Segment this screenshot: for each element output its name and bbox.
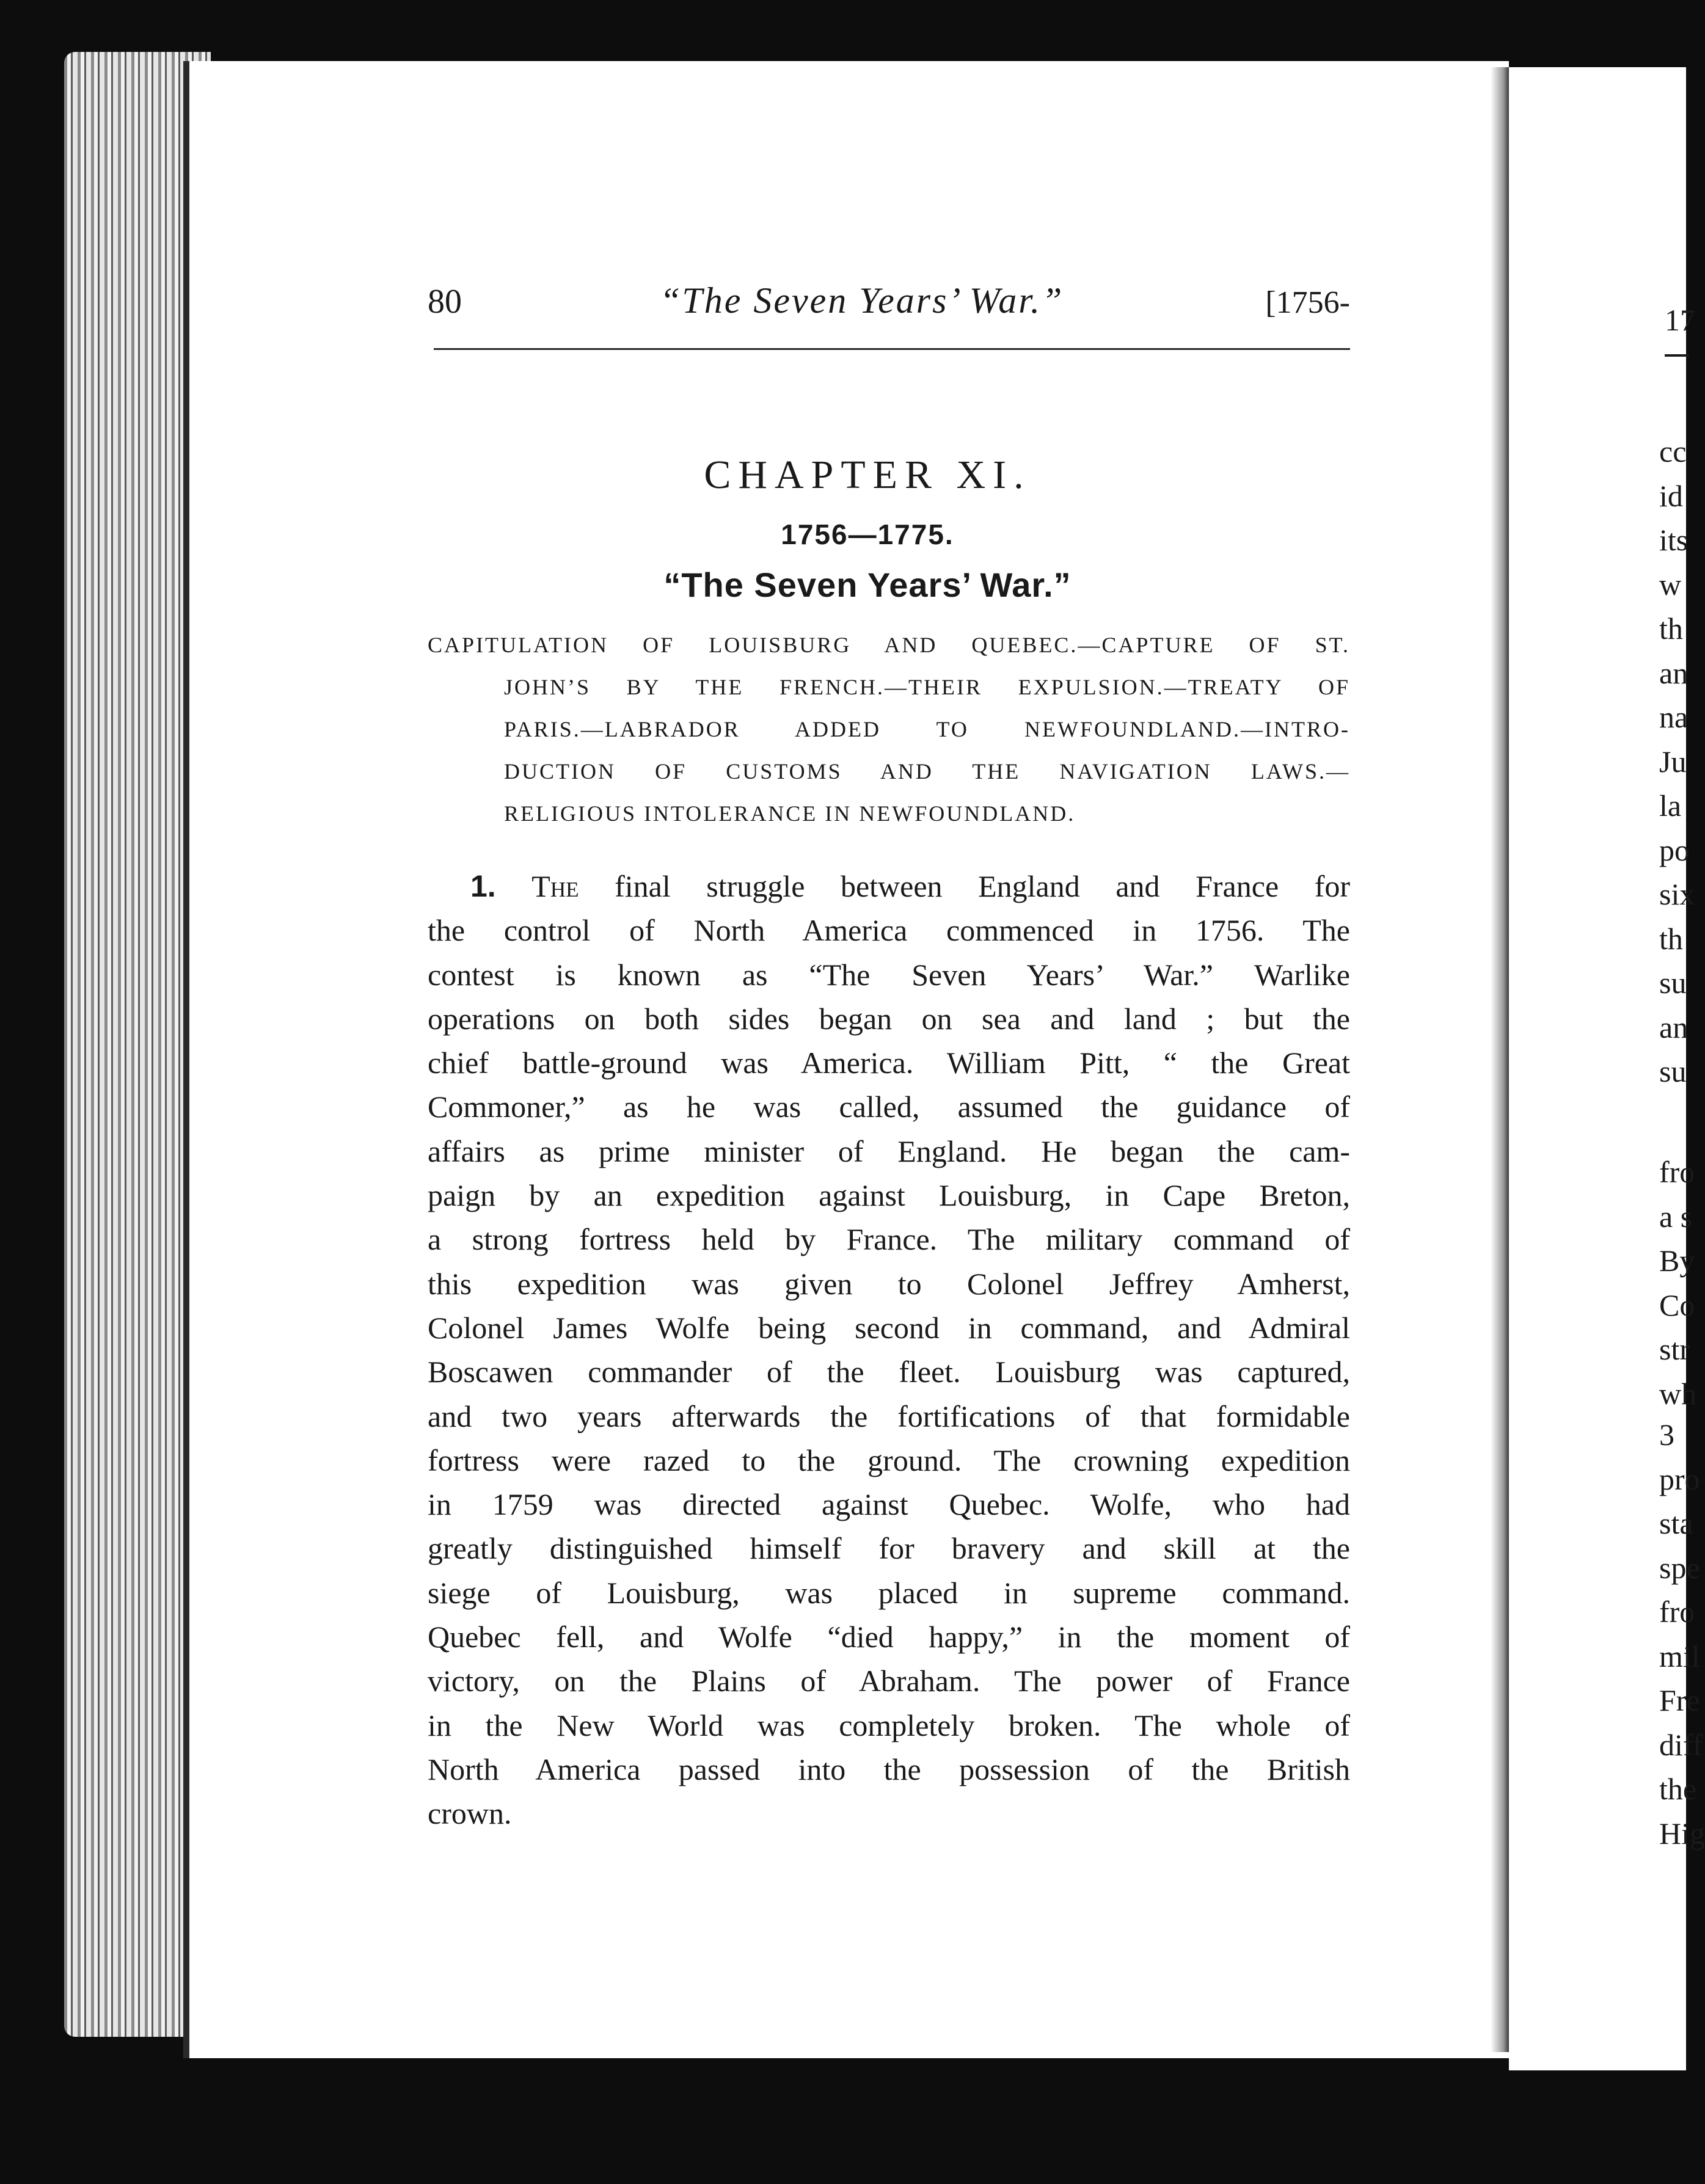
facing-page-line: id [1659,478,1683,513]
facing-page-line: th [1659,921,1683,956]
summary-line: CAPITULATION OF LOUISBURG AND QUEBEC.—CAPTURE OF ST. [428,633,1350,657]
paragraph-line: victory, on the Plains of Abraham. The power of France [428,1664,1350,1698]
facing-page-line: Ju [1659,744,1687,779]
paragraph-line: Quebec fell, and Wolfe “died happy,” in the moment of [428,1620,1350,1654]
facing-page-line: the [1659,1772,1697,1806]
facing-page-line: Hig [1659,1816,1705,1851]
paragraph-number: 1. [470,869,496,903]
paragraph-line: paign by an expedition against Louisburg, in Cape Breton, [428,1178,1350,1213]
paragraph-line: the control of North America commenced in 1756. The [428,913,1350,948]
paragraph-line: chief battle-ground was America. William Pitt, “ the Great [428,1046,1350,1080]
chapter-years: 1756—1775. [781,519,954,550]
facing-page-line: wh [1659,1376,1697,1411]
paragraph-line: in 1759 was directed against Quebec. Wolfe, who had [428,1487,1350,1522]
facing-page-line: an [1659,655,1689,690]
paragraph-line: final struggle between England and France for [615,869,1351,903]
page-number: 80 [428,283,462,321]
paragraph-line: contest is known as “The Seven Years’ War.” Warlike [428,957,1350,992]
facing-page-line: spe [1659,1550,1700,1585]
facing-page-line: 3 [1659,1418,1674,1452]
paragraph-line: greatly distinguished himself for bravery and skill at the [428,1531,1350,1566]
paragraph-line: crown. [428,1796,512,1831]
facing-page-line: sta [1659,1506,1693,1540]
running-title: “The Seven Years’ War.” [660,280,1064,321]
facing-page-line: cc [1659,434,1687,468]
facing-page-line: its [1659,523,1689,557]
paragraph-line: affairs as prime minister of England. He began the cam- [428,1134,1350,1168]
paragraph-line: Commoner,” as he was called, assumed the guidance of [428,1090,1350,1124]
body-paragraph [428,864,1350,1836]
facing-page-line: fro [1659,1155,1695,1189]
chapter-title: “The Seven Years’ War.” [663,566,1072,604]
paragraph-line: this expedition was given to Colonel Jeffrey Amherst, [428,1266,1350,1301]
facing-page-line: la [1659,788,1682,823]
paragraph-first-line [428,864,1350,908]
chapter-summary [428,632,1350,843]
paragraph-line: Boscawen commander of the fleet. Louisburg was captured, [428,1355,1350,1389]
facing-page-line: By [1659,1243,1695,1278]
summary-line: RELIGIOUS INTOLERANCE IN NEWFOUNDLAND. [504,801,1076,826]
paragraph-line: operations on both sides began on sea and land ; but the [428,1001,1350,1036]
summary-line: PARIS.—LABRADOR ADDED TO NEWFOUNDLAND.—INTRO- [504,717,1350,741]
facing-page-line: su [1659,966,1687,1000]
book-gutter [1491,67,1509,2052]
paragraph-first-word: The [531,869,579,903]
facing-page-line: po [1659,832,1690,867]
facing-page-line: str [1659,1332,1690,1366]
facing-page-line: su [1659,1054,1687,1088]
chapter-label: CHAPTER XI. [704,453,1031,497]
facing-page-line: w [1659,567,1682,602]
running-head [428,282,1350,325]
facing-page-line: pro [1659,1461,1700,1496]
facing-page-line: mil [1659,1639,1700,1673]
facing-page-line: a s [1659,1199,1693,1234]
paragraph-line: siege of Louisburg, was placed in supreme command. [428,1575,1350,1610]
paragraph-line: Colonel James Wolfe being second in command, and Admiral [428,1310,1350,1345]
facing-page-line: na [1659,700,1689,734]
facing-page-line: diff [1659,1727,1703,1762]
summary-line: DUCTION OF CUSTOMS AND THE NAVIGATION LAWS.— [504,759,1350,784]
paragraph-line: North America passed into the possession of the British [428,1752,1350,1786]
paragraph-line: fortress were razed to the ground. The crowning expedition [428,1443,1350,1477]
paragraph-line: a strong fortress held by France. The military command of [428,1222,1350,1257]
facing-page-rule [1665,354,1689,357]
facing-page-line: Fre [1659,1683,1700,1717]
facing-page-line: th [1659,611,1683,646]
facing-page-line: fro [1659,1595,1695,1629]
paragraph-line: and two years afterwards the fortifications of that formidable [428,1399,1350,1433]
header-rule [434,348,1350,350]
facing-page [1509,67,1705,2070]
facing-page-line: an [1659,1010,1689,1044]
facing-page-line: Co [1659,1287,1695,1322]
facing-page-folio: 17 [1665,303,1695,337]
facing-page-line: six [1659,877,1695,911]
summary-line: JOHN’S BY THE FRENCH.—THEIR EXPULSION.—TREATY OF [504,675,1350,699]
running-year: [1756- [1265,285,1350,320]
paragraph-line: in the New World was completely broken. The whole of [428,1708,1350,1742]
